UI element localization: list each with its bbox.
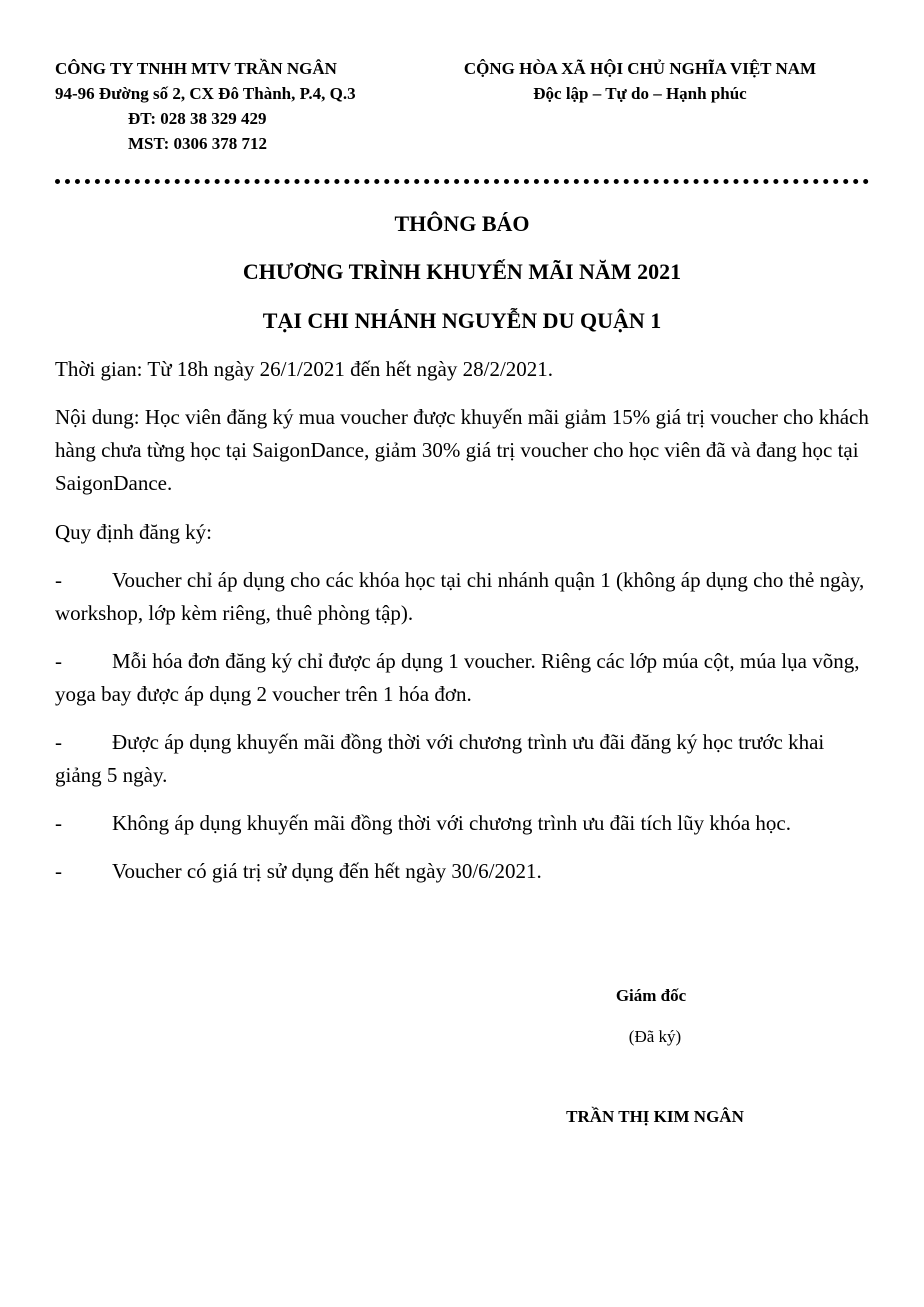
rule-text: Không áp dụng khuyến mãi đồng thời với chương trình ưu đãi tích lũy khóa học. bbox=[112, 811, 791, 835]
branch-title: TẠI CHI NHÁNH NGUYỄN DU QUẬN 1 bbox=[262, 308, 662, 333]
content-paragraph: Nội dung: Học viên đăng ký mua voucher được khuyến mãi giảm 15% giá trị voucher cho khách hàng chưa từng học tại SaigonDance, giảm 30% giá trị voucher cho học viên đã và đang học tại SaigonDance. bbox=[55, 405, 869, 495]
dotted-divider bbox=[55, 179, 869, 184]
notice-title: THÔNG BÁO bbox=[394, 211, 530, 236]
rules-list bbox=[55, 564, 870, 903]
signatory-title: Giám đốc bbox=[615, 986, 687, 1005]
rule-item bbox=[55, 645, 870, 711]
rule-bullet: - bbox=[55, 730, 62, 754]
rule-text: Được áp dụng khuyến mãi đồng thời với chương trình ưu đãi đăng ký học trước khai giảng 5 ngày. bbox=[55, 730, 825, 787]
rule-item bbox=[55, 807, 870, 840]
national-motto: Độc lập – Tự do – Hạnh phúc bbox=[533, 84, 747, 103]
national-header bbox=[420, 56, 860, 106]
rule-item bbox=[55, 564, 870, 630]
rule-text: Mỗi hóa đơn đăng ký chỉ được áp dụng 1 voucher. Riêng các lớp múa cột, múa lụa võng, yoga bay được áp dụng 2 voucher trên 1 hóa đơn. bbox=[55, 649, 860, 706]
company-tax-code: MST: 0306 378 712 bbox=[128, 134, 267, 153]
rules-heading: Quy định đăng ký: bbox=[55, 520, 212, 544]
rule-bullet: - bbox=[55, 811, 62, 835]
rule-item bbox=[55, 726, 870, 792]
rule-item bbox=[55, 855, 870, 888]
rule-text: Voucher có giá trị sử dụng đến hết ngày 30/6/2021. bbox=[112, 859, 542, 883]
nation-name: CỘNG HÒA XÃ HỘI CHỦ NGHĨA VIỆT NAM bbox=[463, 59, 817, 78]
signatory-name: TRẦN THỊ KIM NGÂN bbox=[566, 1107, 744, 1126]
time-paragraph: Thời gian: Từ 18h ngày 26/1/2021 đến hết ngày 28/2/2021. bbox=[55, 357, 554, 381]
signed-note: (Đã ký) bbox=[628, 1027, 682, 1046]
company-address: 94-96 Đường số 2, CX Đô Thành, P.4, Q.3 bbox=[55, 84, 356, 103]
company-phone: ĐT: 028 38 329 429 bbox=[128, 109, 267, 128]
rule-text: Voucher chỉ áp dụng cho các khóa học tại chi nhánh quận 1 (không áp dụng cho thẻ ngày, workshop, lớp kèm riêng, thuê phòng tập). bbox=[55, 568, 865, 625]
rule-bullet: - bbox=[55, 568, 62, 592]
rule-bullet: - bbox=[55, 649, 62, 673]
company-header bbox=[55, 56, 395, 156]
program-title: CHƯƠNG TRÌNH KHUYẾN MÃI NĂM 2021 bbox=[242, 259, 682, 284]
company-name: CÔNG TY TNHH MTV TRẦN NGÂN bbox=[55, 59, 337, 78]
rule-bullet: - bbox=[55, 859, 62, 883]
